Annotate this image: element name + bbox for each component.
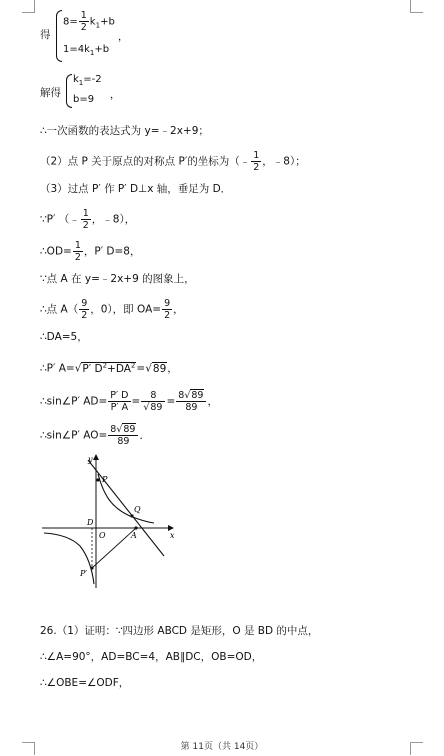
point-a-coords: ∴点 A（ $\frac{9}{2}$ ，0），即 OA= $\frac{9}{2}$ ， <box>40 298 184 321</box>
system-1-eq2: $1=4k_1+b$ <box>63 44 110 57</box>
corner-mark-top-left <box>22 0 35 13</box>
symmetric-point-line: （2）点 P 关于原点的对称点 P′的坐标为（﹣ $\frac{1}{2}$ ，﹣8）； <box>40 150 306 173</box>
system-2-tail: ， <box>110 90 120 101</box>
de-label: 得 <box>40 29 51 41</box>
od-line: ∴OD= $\frac{1}{2}$ ，P′ D=8， <box>40 240 141 263</box>
point-pp-coords: ∵P′ （﹣ $\frac{1}{2}$ ，﹣8）， <box>40 208 136 231</box>
proof-26-line-2: ∴∠A=90°，AD=BC=4，AB∥DC，OB=OD， <box>40 651 263 663</box>
proof-26-line-3: ∴∠OBE=∠ODF， <box>40 677 130 689</box>
function-graph <box>40 452 180 590</box>
sin-pad-line: ∴sin∠P′ AD= $\frac{P' D}{P' A}$ = $\frac{8}{√89}$ = $\frac{8√89}{89}$ ， <box>40 390 218 413</box>
label-q: Q <box>134 505 141 514</box>
linear-function-expression: ∴一次函数的表达式为 y=﹣2x+9； <box>40 125 209 137</box>
point-a-on-graph: ∵点 A 在 y=﹣2x+9 的图象上， <box>40 273 195 285</box>
label-o: O <box>99 531 106 540</box>
da-line: ∴DA=5， <box>40 331 88 343</box>
system-1-eq1: 8= $\frac{1}{2}$ $k_1+b$ <box>63 10 115 33</box>
pa-length-line: ∴P′ A=√P′ $D^2+DA^2=√89$， <box>40 361 178 375</box>
system-line-1 <box>40 28 51 42</box>
brace-1 <box>56 10 62 62</box>
system-2-eq1: $k_1=-2$ <box>73 74 102 87</box>
brace-2 <box>66 74 72 108</box>
sin-pao-line: ∴sin∠P′ AO= $\frac{8√89}{89}$ ． <box>40 424 150 447</box>
perpendicular-line: （3）过点 P′ 作 P′ D⊥x 轴，垂足为 D． <box>40 183 232 195</box>
linear-function-line <box>88 460 164 556</box>
solution-line: 解得 <box>40 87 61 99</box>
label-pp: P′ <box>80 569 88 578</box>
proof-26-line-1: 26.（1）证明：∵四边形 ABCD 是矩形，O 是 BD 的中点， <box>40 625 319 637</box>
corner-mark-top-right <box>410 0 423 13</box>
system-1-tail: ， <box>118 32 128 43</box>
label-y: y <box>88 455 93 464</box>
label-d: D <box>87 518 94 527</box>
label-p: P <box>102 475 108 484</box>
label-a: A <box>131 531 137 540</box>
system-2-eq2: b=9 <box>73 94 95 105</box>
y-axis-arrow <box>93 454 99 460</box>
page-footer: 第 11页（共 14页） <box>180 742 264 752</box>
label-x: x <box>170 531 175 540</box>
